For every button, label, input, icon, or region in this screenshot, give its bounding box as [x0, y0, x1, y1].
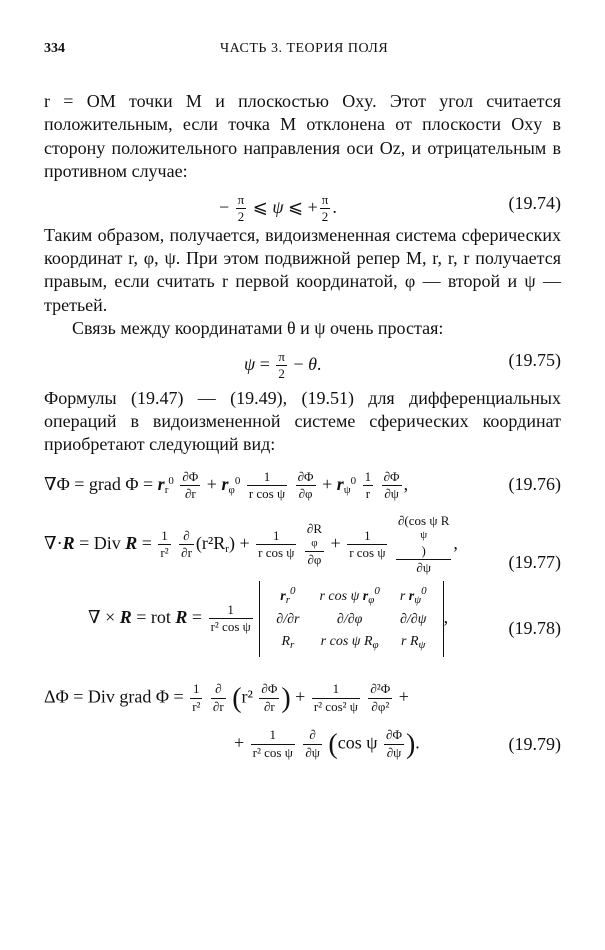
equation-19-75: [44, 341, 561, 381]
equation-19-79: [44, 677, 561, 773]
running-header: [44, 40, 564, 62]
equation-number: (19.74): [508, 192, 561, 213]
equation-19-74: [44, 184, 561, 224]
paragraph-2: Таким образом, получается, видоизмененная система сферических координат r, φ, ψ. При этом подвижной репер M, r, r, r получается правым, если считать r первой координатой, φ — второй и ψ — третьей.: [44, 224, 561, 315]
equation-number: (19.77): [508, 551, 561, 572]
equation-formula: ∇ × R = rot R = $\frac{1}{\text{r² cos ψ}}$ $r_r^0$ r cos ψ $r_\varphi^0$ r $r_\psi^0$ ∂/∂r ∂/∂φ ∂/∂ψ $R_r$ r cos ψ $R_\varphi$ r $R_\psi$ ,: [88, 581, 448, 657]
running-title: ЧАСТЬ 3. ТЕОРИЯ ПОЛЯ: [220, 41, 389, 56]
paragraph-4: Формулы (19.47) — (19.49), (19.51) для дифференциальных операций в видоизмененной системе сферических координат приобретают следующий вид:: [44, 387, 561, 455]
determinant: $r_r^0$ r cos ψ $r_\varphi^0$ r $r_\psi^0$ ∂/∂r ∂/∂φ ∂/∂ψ $R_r$ r cos ψ $R_\varphi$ r $R_\psi$: [259, 581, 443, 657]
page-body: [44, 90, 561, 773]
equation-formula: ∇·R = Div R = $\frac{1}{\text{r²}}$ $\frac{\partial}{\partial r}$ $(r^2R_r)$ + $\frac{1}{\text{r cos ψ}}$ ∂R φ ∂φ + $\frac{1}{\text{r cos ψ}}$ ∂(cos ψ R ψ ) ∂ψ ,: [44, 512, 458, 575]
equation-formula: ψ = $\frac{\pi}{2}$ − θ.: [244, 348, 322, 381]
equation-19-78: [44, 581, 561, 677]
equation-19-77: [44, 507, 561, 581]
equation-formula: ∇Φ = grad $\Phi = r_r^0$ $\frac{\partial\Phi}{\partial r}$ + $r_\varphi^0$ $\frac{1}{\text{r cos ψ}}$ $\frac{\partial\Phi}{\partial\varphi}$ + $r_\psi^0$ $\frac{1}{r}$ $\frac{\partial\Phi}{\partial\psi}$ ,: [44, 468, 409, 501]
paragraph-3: Связь между координатами θ и ψ очень простая:: [72, 318, 444, 339]
equation-number: (19.75): [508, 349, 561, 370]
equation-number: (19.78): [508, 617, 561, 638]
equation-number: (19.76): [508, 473, 561, 494]
page-number: 334: [44, 41, 65, 56]
equation-19-76: [44, 463, 561, 507]
paragraph-1: r = OM точки M и плоскостью Oxy. Этот угол считается положительным, если точка M отклонена от плоскости Oxy в сторону положительного направления оси Oz, и отрицательным в противном случае:: [44, 91, 561, 182]
equation-formula-line-1: ΔΦ = Div grad Φ = $\frac{1}{\text{r²}}$ $\frac{\partial}{\partial r}$ (r² $\frac{\partial\Phi}{\partial r}$ ) + $\frac{1}{\text{r² cos² ψ}}$ $\frac{\text{∂²Φ}}{\text{∂φ²}}$ +: [44, 681, 409, 714]
equation-number: (19.79): [508, 733, 561, 754]
equation-formula-line-2: + $\frac{1}{\text{r² cos ψ}}$ $\frac{\partial}{\partial\psi}$ (cos ψ $\frac{\partial\Phi}{\partial\psi}$ ).: [234, 727, 420, 760]
equation-formula: − $\frac{\pi}{2}$ ⩽ ψ ⩽ + $\frac{\pi}{2}$ .: [219, 191, 337, 224]
